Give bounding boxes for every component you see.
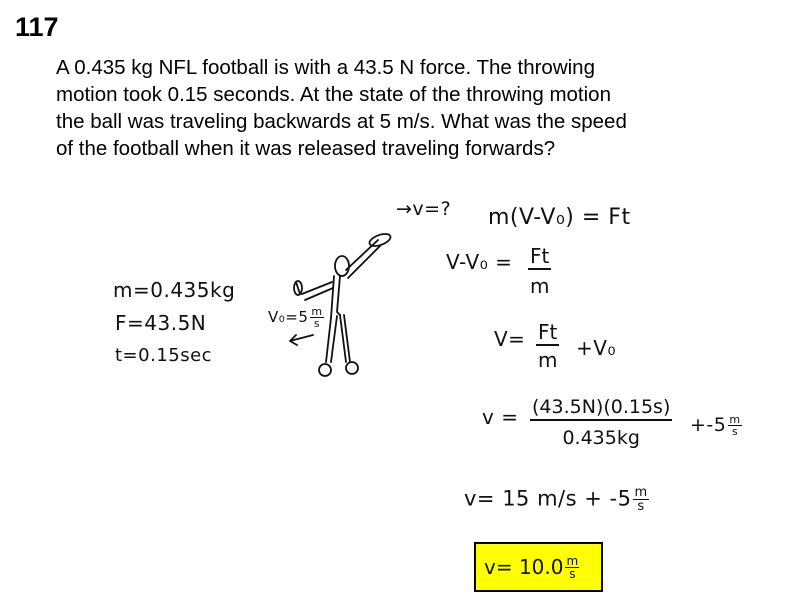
final-answer: v= 10.0	[484, 555, 564, 579]
initial-velocity-label: V₀=5 $\frac{m}{s}$	[268, 305, 323, 330]
equation-2-fraction	[528, 246, 551, 297]
equation-3-right: +V₀	[576, 336, 616, 360]
equation-impulse: m(V-V₀) = Ft	[488, 205, 631, 230]
figure-right-foot	[346, 362, 358, 374]
equation-4-numerator: (43.5N)(0.15s)	[530, 398, 672, 421]
problem-number: 117	[15, 12, 59, 42]
question-line: of the football when it was released traveling forwards?	[56, 137, 556, 160]
given-mass: m=0.435kg	[113, 278, 236, 302]
figure-left-leg	[326, 316, 337, 362]
equation-4-fraction	[530, 398, 672, 449]
equation-2-numerator: Ft	[530, 244, 550, 268]
figure-left-foot	[319, 364, 331, 376]
question-line: motion took 0.15 seconds. At the state of the throwing motion	[56, 83, 611, 106]
equation-2-left: V-V₀ =	[446, 250, 513, 274]
figure-right-leg	[340, 315, 350, 362]
equation-3-denominator: m	[537, 348, 558, 372]
given-force: F=43.5N	[115, 311, 207, 335]
final-answer-unit: m s	[566, 553, 579, 581]
backward-arrow	[290, 335, 313, 345]
football-lace	[296, 282, 300, 294]
equation-4-denominator: 0.435kg	[562, 426, 640, 449]
question-line: A 0.435 kg NFL football is with a 43.5 N force. The throwing	[56, 56, 595, 79]
figure-body	[337, 276, 340, 315]
equation-2-denominator: m	[529, 274, 550, 298]
equation-5: v= 15 m/s + -5 $\frac{m}{s}$	[464, 485, 648, 514]
final-answer-box	[474, 542, 603, 592]
question-line: the ball was traveling backwards at 5 m/s. What was the speed	[56, 110, 627, 133]
football-released	[368, 232, 392, 249]
equation-3-left: V=	[494, 327, 526, 351]
equation-4-right: +-5 $\frac{m}{s}$	[690, 413, 741, 438]
final-velocity-label: →v=?	[396, 198, 452, 220]
figure-head	[335, 256, 349, 276]
figure-back-arm	[302, 282, 333, 300]
equation-4-left: v =	[482, 405, 519, 429]
equation-3-numerator: Ft	[538, 320, 558, 344]
equation-3-fraction	[536, 322, 559, 371]
given-time: t=0.15sec	[115, 345, 213, 366]
